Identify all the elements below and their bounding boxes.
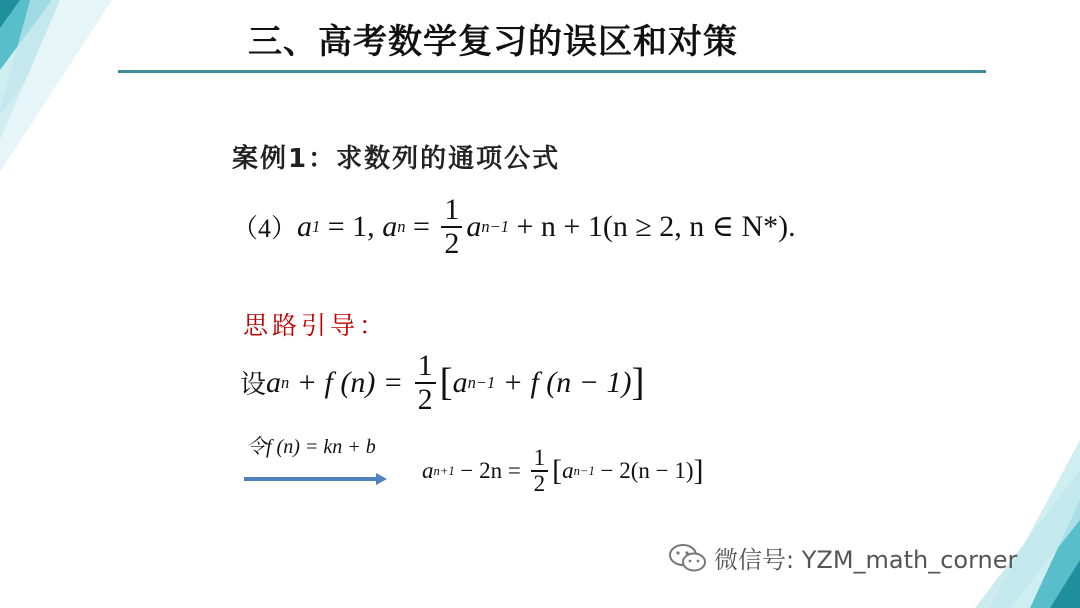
eq-aprev-sub: n−1: [481, 216, 509, 236]
set-fraction-numerator: 1: [417, 349, 433, 382]
set-prefix: 设: [240, 370, 267, 400]
page-title: 三、高考数学复习的误区和对策: [248, 22, 738, 62]
res-inner-rest: − 2(n − 1): [594, 458, 694, 484]
set-inner-var: a: [452, 365, 468, 399]
wechat-watermark: [668, 540, 1017, 575]
eq-equals: =: [405, 209, 438, 243]
title-divider: [118, 70, 986, 73]
watermark-text: 微信号: YZM_math_corner: [714, 546, 1018, 574]
res-mid: − 2n =: [454, 458, 527, 484]
right-arrow-icon: [244, 471, 389, 487]
eq-a1-var: a: [297, 209, 313, 243]
eq-an-sub: n: [397, 216, 406, 236]
set-left-bracket: [: [439, 361, 453, 404]
res-fraction: [531, 446, 549, 496]
eq-an-var: a: [382, 209, 398, 243]
eq-fraction-denominator: 2: [441, 226, 462, 260]
eq-tail: + n + 1(n ≥ 2, n ∈ N*).: [509, 210, 796, 243]
set-right-bracket: ]: [631, 361, 645, 404]
res-right-bracket: ]: [693, 454, 704, 488]
eq-a1-sub: 1: [312, 216, 321, 236]
res-inner-var: a: [562, 458, 574, 484]
set-a-var: a: [266, 365, 282, 399]
let-equation: [246, 430, 376, 459]
set-fraction: [415, 350, 436, 415]
res-inner-sub: n−1: [573, 463, 595, 478]
set-plus-f: + f (n) =: [289, 365, 411, 399]
eq-a1-value: = 1,: [320, 209, 383, 243]
set-fraction-denominator: 2: [415, 382, 436, 416]
case-heading: 案例1：求数列的通项公式: [232, 144, 561, 174]
hint-heading: 思路引导：: [243, 311, 389, 340]
eq-label: （4）: [232, 214, 298, 243]
eq-fraction-numerator: 1: [444, 193, 460, 226]
result-equation: [422, 446, 704, 496]
res-fraction-denominator: 2: [531, 470, 549, 496]
set-a-sub: n: [281, 372, 290, 392]
res-fraction-numerator: 1: [533, 445, 546, 470]
recurrence-equation: [232, 194, 796, 259]
res-left-bracket: [: [552, 454, 563, 488]
wechat-icon: [668, 543, 708, 573]
eq-fraction: [441, 194, 462, 259]
substitution-equation: [240, 350, 645, 415]
set-inner-sub: n−1: [467, 372, 496, 392]
set-inner-rest: + f (n − 1): [495, 365, 632, 399]
res-a-var: a: [422, 458, 434, 484]
let-text: 令f (n) = kn + b: [246, 436, 376, 458]
res-a-sub: n+1: [433, 463, 455, 478]
eq-aprev-var: a: [466, 209, 482, 243]
